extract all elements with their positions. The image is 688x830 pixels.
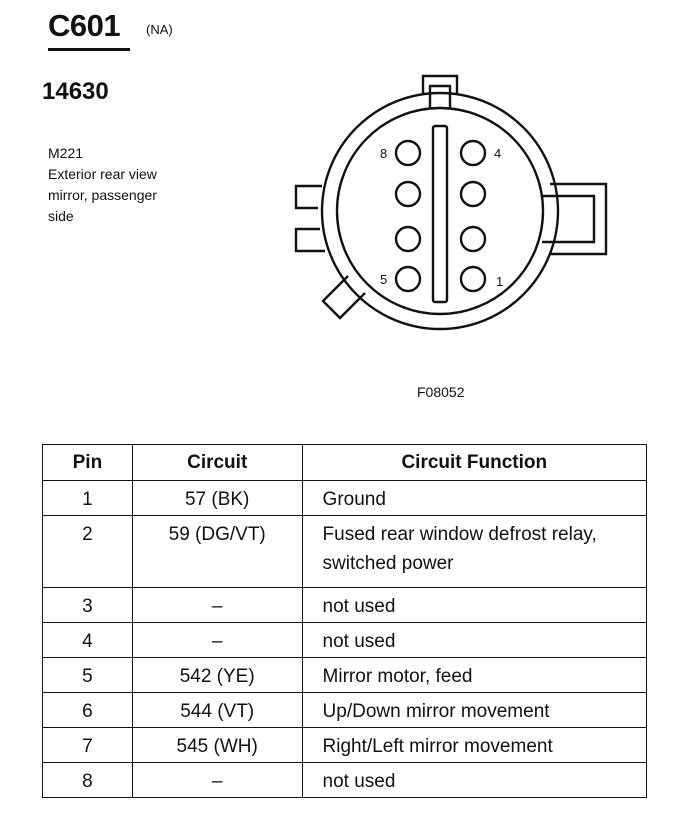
center-divider: [433, 126, 447, 302]
connector-inner-shell: [337, 108, 543, 314]
table-row: [43, 728, 647, 763]
connector-face-diagram: [280, 66, 620, 356]
pinout-table: [42, 444, 647, 798]
cell-function: Up/Down mirror movement: [302, 693, 646, 728]
left-tab-lower: [296, 229, 325, 251]
table-row: [43, 516, 647, 588]
pin-cavity-6: [396, 227, 420, 251]
region-tag: (NA): [146, 22, 173, 37]
header-circuit-function: Circuit Function: [302, 445, 646, 481]
cell-pin: 7: [43, 728, 133, 763]
connector-id: C601: [48, 8, 121, 43]
cell-function: not used: [302, 623, 646, 658]
cell-circuit: 59 (DG/VT): [132, 516, 302, 588]
pin-label-1: 1: [496, 274, 504, 289]
cell-circuit: 544 (VT): [132, 693, 302, 728]
pin-label-5: 5: [380, 272, 388, 287]
cell-function: Right/Left mirror movement: [302, 728, 646, 763]
cell-pin: 8: [43, 763, 133, 798]
table-row: [43, 763, 647, 798]
cell-circuit: –: [132, 588, 302, 623]
right-latch-inner: [542, 196, 594, 242]
cell-circuit: 57 (BK): [132, 481, 302, 516]
component-description: [48, 143, 198, 227]
cell-function: Mirror motor, feed: [302, 658, 646, 693]
pin-label-8: 8: [380, 146, 388, 161]
connector-id-underline: [48, 48, 130, 51]
pin-label-4: 4: [494, 146, 502, 161]
cell-circuit: 545 (WH): [132, 728, 302, 763]
description-line: Exterior rear view: [48, 166, 157, 182]
cell-function: not used: [302, 763, 646, 798]
cell-circuit: –: [132, 623, 302, 658]
table-header-row: [43, 445, 647, 481]
cell-function: Fused rear window defrost relay, switched power: [302, 516, 646, 588]
header-circuit: Circuit: [132, 445, 302, 481]
figure-id: F08052: [417, 384, 465, 400]
pin-cavity-8: [396, 141, 420, 165]
header-pin: Pin: [43, 445, 133, 481]
cell-circuit: –: [132, 763, 302, 798]
cell-pin: 6: [43, 693, 133, 728]
pin-cavity-3: [461, 182, 485, 206]
description-line: side: [48, 208, 74, 224]
cell-pin: 5: [43, 658, 133, 693]
part-number: 14630: [42, 78, 109, 105]
cell-function: Ground: [302, 481, 646, 516]
pin-cavity-2: [461, 227, 485, 251]
table-row: [43, 588, 647, 623]
pin-cavity-4: [461, 141, 485, 165]
pin-cavity-7: [396, 182, 420, 206]
cell-function: not used: [302, 588, 646, 623]
component-code: M221: [48, 145, 84, 161]
pin-cavity-5: [396, 267, 420, 291]
top-key-tab-inner: [430, 86, 450, 108]
pin-cavity-1: [461, 267, 485, 291]
cell-pin: 4: [43, 623, 133, 658]
table-row: [43, 658, 647, 693]
table-row: [43, 481, 647, 516]
table-row: [43, 623, 647, 658]
connector-outer-shell: [322, 93, 558, 329]
cell-pin: 2: [43, 516, 133, 588]
description-line: mirror, passenger: [48, 187, 157, 203]
cell-circuit: 542 (YE): [132, 658, 302, 693]
table-row: [43, 693, 647, 728]
cell-pin: 1: [43, 481, 133, 516]
cell-pin: 3: [43, 588, 133, 623]
left-tab-upper: [296, 186, 322, 208]
